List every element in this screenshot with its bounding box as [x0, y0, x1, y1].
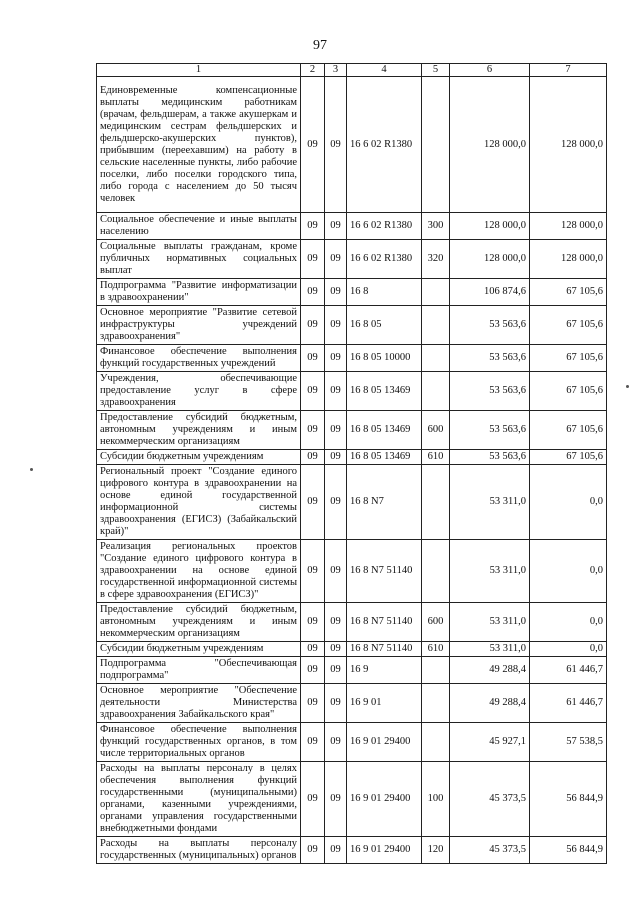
subsection-code-cell: 09: [325, 411, 347, 450]
target-article-cell: 16 8 05 10000: [347, 345, 422, 372]
amount-year2-cell: 57 538,5: [530, 723, 607, 762]
subsection-code-cell: 09: [325, 465, 347, 540]
amount-year2-cell: 67 105,6: [530, 306, 607, 345]
target-article-cell: 16 8 05: [347, 306, 422, 345]
column-header: 3: [325, 64, 347, 77]
subsection-code-cell: 09: [325, 77, 347, 213]
target-article-cell: 16 8: [347, 279, 422, 306]
table-row: [97, 411, 607, 450]
subsection-code-cell: 09: [325, 603, 347, 642]
expense-type-cell: [422, 540, 450, 603]
table-row: [97, 540, 607, 603]
subsection-code-cell: 09: [325, 372, 347, 411]
section-code-cell: 09: [301, 684, 325, 723]
target-article-cell: 16 9 01: [347, 684, 422, 723]
subsection-code-cell: 09: [325, 642, 347, 657]
column-header: 6: [450, 64, 530, 77]
target-article-cell: 16 9 01 29400: [347, 762, 422, 837]
expense-type-cell: [422, 372, 450, 411]
table-row: [97, 762, 607, 837]
section-code-cell: 09: [301, 279, 325, 306]
expense-type-cell: [422, 306, 450, 345]
target-article-cell: 16 8 05 13469: [347, 372, 422, 411]
row-name-cell: Финансовое обеспечение выполнения функций государственных учреждений: [97, 345, 301, 372]
section-code-cell: 09: [301, 723, 325, 762]
section-code-cell: 09: [301, 345, 325, 372]
row-name-cell: Региональный проект "Создание единого цифрового контура в здравоохранении на основе единой государственной информационной системы здравоохранения (ЕГИСЗ) (Забайкальский край)": [97, 465, 301, 540]
amount-year2-cell: 67 105,6: [530, 411, 607, 450]
column-header: 4: [347, 64, 422, 77]
table-row: [97, 657, 607, 684]
amount-year2-cell: 67 105,6: [530, 372, 607, 411]
table-row: [97, 642, 607, 657]
target-article-cell: 16 6 02 R1380: [347, 213, 422, 240]
table-row: [97, 279, 607, 306]
table-row: [97, 465, 607, 540]
amount-year2-cell: 0,0: [530, 603, 607, 642]
amount-year1-cell: 106 874,6: [450, 279, 530, 306]
subsection-code-cell: 09: [325, 657, 347, 684]
section-code-cell: 09: [301, 77, 325, 213]
amount-year2-cell: 61 446,7: [530, 657, 607, 684]
amount-year2-cell: 0,0: [530, 465, 607, 540]
subsection-code-cell: 09: [325, 213, 347, 240]
amount-year1-cell: 53 311,0: [450, 603, 530, 642]
target-article-cell: 16 8 N7 51140: [347, 540, 422, 603]
table-row: [97, 837, 607, 864]
amount-year2-cell: 67 105,6: [530, 279, 607, 306]
subsection-code-cell: 09: [325, 837, 347, 864]
amount-year2-cell: 0,0: [530, 540, 607, 603]
amount-year2-cell: 67 105,6: [530, 450, 607, 465]
target-article-cell: 16 9: [347, 657, 422, 684]
table-row: [97, 306, 607, 345]
table-row: [97, 240, 607, 279]
subsection-code-cell: 09: [325, 240, 347, 279]
column-header: 7: [530, 64, 607, 77]
row-name-cell: Основное мероприятие "Развитие сетевой инфраструктуры учреждений здравоохранения": [97, 306, 301, 345]
amount-year2-cell: 56 844,9: [530, 837, 607, 864]
table-row: [97, 213, 607, 240]
page-number: 97: [313, 38, 327, 53]
amount-year1-cell: 128 000,0: [450, 240, 530, 279]
amount-year2-cell: 128 000,0: [530, 240, 607, 279]
target-article-cell: 16 9 01 29400: [347, 837, 422, 864]
subsection-code-cell: 09: [325, 723, 347, 762]
row-name-cell: Реализация региональных проектов "Создание единого цифрового контура в здравоохранении на основе единой государственной информационной системы в сфере здравоохранения (ЕГИСЗ)": [97, 540, 301, 603]
expense-type-cell: 600: [422, 411, 450, 450]
row-name-cell: Учреждения, обеспечивающие предоставление услуг в сфере здравоохранения: [97, 372, 301, 411]
section-code-cell: 09: [301, 465, 325, 540]
row-name-cell: Основное мероприятие "Обеспечение деятельности Министерства здравоохранения Забайкальского края": [97, 684, 301, 723]
expense-type-cell: 100: [422, 762, 450, 837]
amount-year1-cell: 49 288,4: [450, 657, 530, 684]
section-code-cell: 09: [301, 603, 325, 642]
row-name-cell: Подпрограмма "Обеспечивающая подпрограмма": [97, 657, 301, 684]
amount-year2-cell: 0,0: [530, 642, 607, 657]
amount-year2-cell: 61 446,7: [530, 684, 607, 723]
expense-type-cell: [422, 77, 450, 213]
amount-year1-cell: 53 563,6: [450, 306, 530, 345]
subsection-code-cell: 09: [325, 306, 347, 345]
table-row: [97, 345, 607, 372]
target-article-cell: 16 8 05 13469: [347, 450, 422, 465]
column-number-row: [97, 64, 607, 77]
subsection-code-cell: 09: [325, 279, 347, 306]
expense-type-cell: [422, 345, 450, 372]
table-row: [97, 603, 607, 642]
amount-year1-cell: 128 000,0: [450, 213, 530, 240]
amount-year1-cell: 45 373,5: [450, 762, 530, 837]
amount-year1-cell: 53 563,6: [450, 372, 530, 411]
section-code-cell: 09: [301, 240, 325, 279]
expense-type-cell: 600: [422, 603, 450, 642]
expense-type-cell: 300: [422, 213, 450, 240]
table-row: [97, 723, 607, 762]
section-code-cell: 09: [301, 837, 325, 864]
row-name-cell: Финансовое обеспечение выполнения функций государственных органов, в том числе территориальных органов: [97, 723, 301, 762]
section-code-cell: 09: [301, 657, 325, 684]
expense-type-cell: 120: [422, 837, 450, 864]
subsection-code-cell: 09: [325, 345, 347, 372]
row-name-cell: Субсидии бюджетным учреждениям: [97, 642, 301, 657]
row-name-cell: Субсидии бюджетным учреждениям: [97, 450, 301, 465]
subsection-code-cell: 09: [325, 684, 347, 723]
target-article-cell: 16 8 N7 51140: [347, 642, 422, 657]
row-name-cell: Социальные выплаты гражданам, кроме публичных нормативных социальных выплат: [97, 240, 301, 279]
table-row: [97, 77, 607, 213]
amount-year1-cell: 53 563,6: [450, 411, 530, 450]
row-name-cell: Социальное обеспечение и иные выплаты населению: [97, 213, 301, 240]
target-article-cell: 16 6 02 R1380: [347, 240, 422, 279]
column-header: 1: [97, 64, 301, 77]
section-code-cell: 09: [301, 372, 325, 411]
row-name-cell: Расходы на выплаты персоналу государственных (муниципальных) органов: [97, 837, 301, 864]
budget-table: [96, 63, 607, 864]
section-code-cell: 09: [301, 306, 325, 345]
expense-type-cell: 320: [422, 240, 450, 279]
section-code-cell: 09: [301, 642, 325, 657]
expense-type-cell: [422, 279, 450, 306]
amount-year1-cell: 128 000,0: [450, 77, 530, 213]
section-code-cell: 09: [301, 450, 325, 465]
target-article-cell: 16 6 02 R1380: [347, 77, 422, 213]
target-article-cell: 16 8 05 13469: [347, 411, 422, 450]
row-name-cell: Предоставление субсидий бюджетным, автономным учреждениям и иным некоммерческим организациям: [97, 411, 301, 450]
amount-year2-cell: 56 844,9: [530, 762, 607, 837]
section-code-cell: 09: [301, 213, 325, 240]
table-body: [97, 77, 607, 864]
amount-year1-cell: 53 311,0: [450, 465, 530, 540]
section-code-cell: 09: [301, 411, 325, 450]
amount-year2-cell: 128 000,0: [530, 213, 607, 240]
expense-type-cell: [422, 465, 450, 540]
expense-type-cell: [422, 657, 450, 684]
amount-year1-cell: 53 563,6: [450, 345, 530, 372]
table-row: [97, 372, 607, 411]
subsection-code-cell: 09: [325, 450, 347, 465]
expense-type-cell: 610: [422, 450, 450, 465]
row-name-cell: Подпрограмма "Развитие информатизации в здравоохранении": [97, 279, 301, 306]
amount-year2-cell: 67 105,6: [530, 345, 607, 372]
table-row: [97, 684, 607, 723]
column-header: 2: [301, 64, 325, 77]
scan-speck: [626, 385, 629, 388]
target-article-cell: 16 8 N7 51140: [347, 603, 422, 642]
expense-type-cell: [422, 723, 450, 762]
amount-year1-cell: 45 927,1: [450, 723, 530, 762]
target-article-cell: 16 9 01 29400: [347, 723, 422, 762]
row-name-cell: Расходы на выплаты персоналу в целях обеспечения выполнения функций государственными (муниципальными) органами, казенными учреждениями, органами управления государственными внебюджетными фондами: [97, 762, 301, 837]
row-name-cell: Предоставление субсидий бюджетным, автономным учреждениям и иным некоммерческим организациям: [97, 603, 301, 642]
subsection-code-cell: 09: [325, 762, 347, 837]
expense-type-cell: [422, 684, 450, 723]
expense-type-cell: 610: [422, 642, 450, 657]
target-article-cell: 16 8 N7: [347, 465, 422, 540]
column-header: 5: [422, 64, 450, 77]
amount-year1-cell: 53 311,0: [450, 642, 530, 657]
amount-year1-cell: 49 288,4: [450, 684, 530, 723]
amount-year1-cell: 53 563,6: [450, 450, 530, 465]
scan-speck: [30, 468, 33, 471]
table-row: [97, 450, 607, 465]
row-name-cell: Единовременные компенсационные выплаты медицинским работникам (врачам, фельдшерам, а также акушеркам и медицинским сестрам фельдшерских и фельдшерско-акушерских пунктов), прибывшим (переехавшим) на работу в сельские населенные пункты, либо рабочие поселки, либо поселки городского типа, либо города с населением до 50 тысяч человек: [97, 77, 301, 213]
amount-year2-cell: 128 000,0: [530, 77, 607, 213]
amount-year1-cell: 53 311,0: [450, 540, 530, 603]
section-code-cell: 09: [301, 540, 325, 603]
subsection-code-cell: 09: [325, 540, 347, 603]
amount-year1-cell: 45 373,5: [450, 837, 530, 864]
section-code-cell: 09: [301, 762, 325, 837]
